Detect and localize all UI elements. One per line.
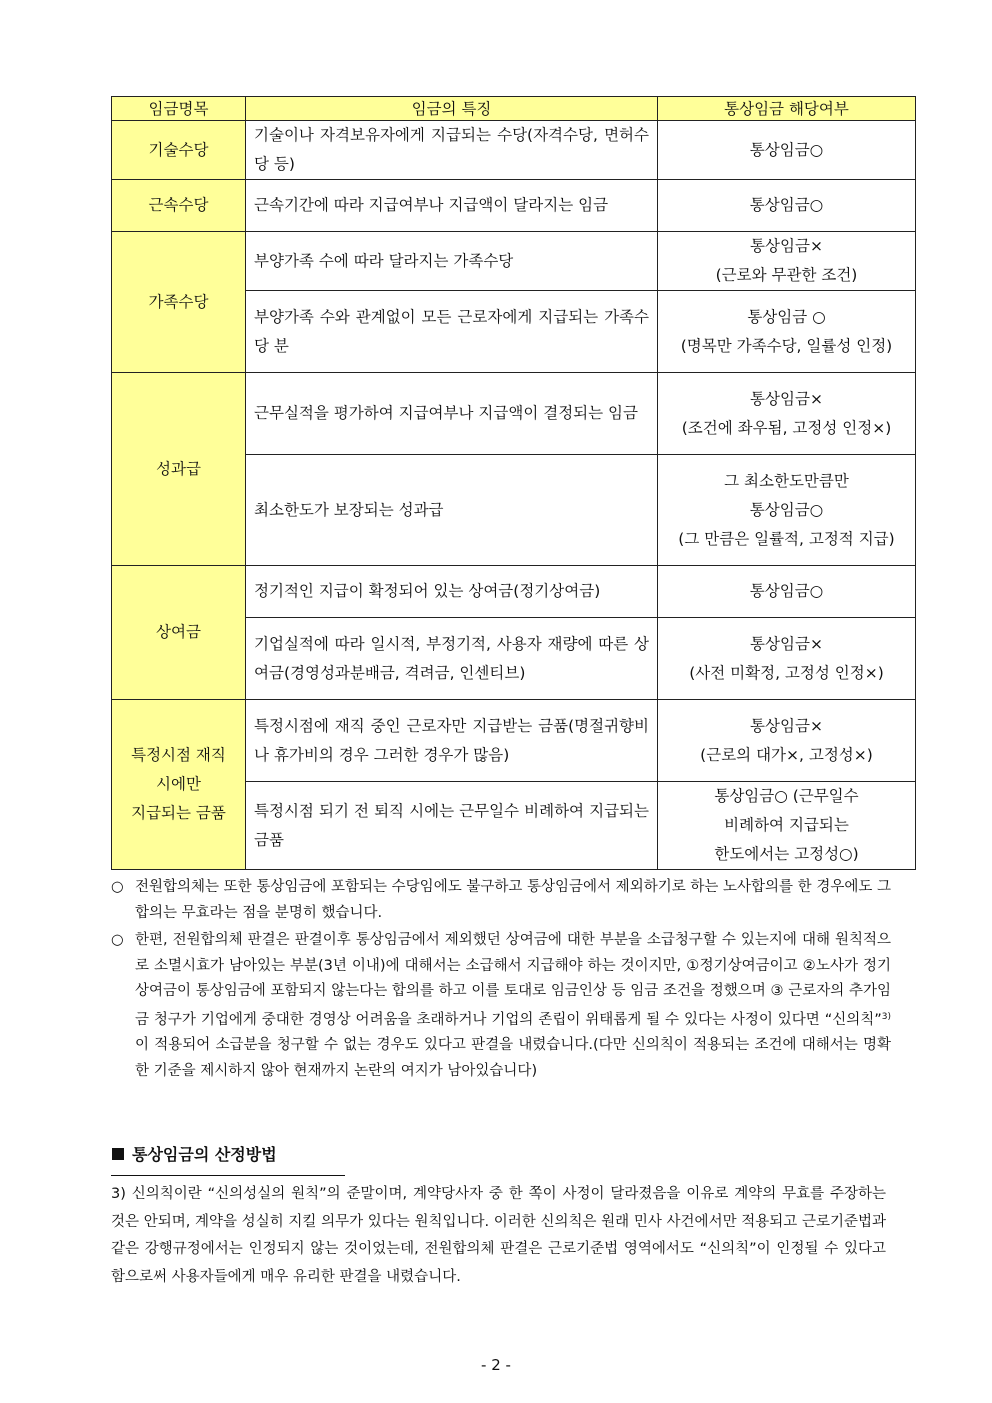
wage-item-name: 가족수당 [112,232,246,373]
bullet-circle-icon: ○ [111,879,124,895]
section-title: 통상임금의 산정방법 [132,1145,277,1164]
wage-feature: 근무실적을 평가하여 지급여부나 지급액이 결정되는 임금 [246,373,658,455]
bullet-circle-icon: ○ [111,932,124,948]
wage-feature: 부양가족 수에 따라 달라지는 가족수당 [246,232,658,291]
page-number: - 2 - [481,1356,511,1374]
bullet-text: 전원합의체는 또한 통상임금에 포함되는 수당임에도 불구하고 통상임금에서 제외하기로 하는 노사합의를 한 경우에도 그 합의는 무효라는 점을 분명히 했습니다. [135,879,891,921]
wage-table [111,96,916,870]
bullet-text-part: 이 적용되어 소급분을 청구할 수 없는 경우도 있다고 판결을 내렸습니다.(다만 신의칙이 적용되는 조건에 대해서는 명확한 기준을 제시하지 않아 현재까지 논란의 여지가 남아있습니다) [135,1037,891,1079]
wage-item-name: 근속수당 [112,180,246,232]
ordinary-wage-result: 통상임금○ [658,121,916,180]
ordinary-wage-result: 그 최소한도만큼만 통상임금○ (그 만큼은 일률적, 고정적 지급) [658,455,916,566]
table-row [112,232,916,291]
footnote: 3) 신의칙이란 “신의성실의 원칙”의 준말이며, 계약당사자 중 한 쪽이 사정이 달라졌음을 이유로 계약의 무효를 주장하는 것은 안되며, 계약을 성실히 지킬 의무가 있다는 원칙입니다. 이러한 신의칙은 원래 민사 사건에서만 적용되고 근로기준법과 같은 강행규정에서는 인정되지 않는 것이었는데, 전원합의체 판결은 근로기준법 영역에서도 “신의칙”이 인정될 수 있다고 함으로써 사용자들에게 매우 유리한 판결을 내렸습니다. [111,1186,886,1285]
header-wage-item: 임금명목 [112,97,246,121]
wage-feature: 기술이나 자격보유자에게 지급되는 수당(자격수당, 면허수당 등) [246,121,658,180]
ordinary-wage-result: 통상임금× (근로와 무관한 조건) [658,232,916,291]
wage-item-name: 특정시점 재직 시에만 지급되는 금품 [112,700,246,870]
wage-item-name: 기술수당 [112,121,246,180]
footnote-divider [111,1175,345,1176]
table-row [112,180,916,232]
bullet-text-part: 한편, 전원합의체 판결은 판결이후 통상임금에서 제외했던 상여금에 대한 부분을 소급청구할 수 있는지에 대해 원칙적으로 소멸시효가 남아있는 부분(3년 이내)에 대해서는 소급해서 지급해야 하는 것이지만, ①정기상여금이고 ②노사가 정기상여금이 통상임금에 포함되지 않는다는 합의를 하고 이를 토대로 임금인상 등 임금 조건을 정했으며 ③ 근로자의 추가임금 청구가 기업에게 중대한 경영상 어려움을 초래하거나 기업의 존립이 위태롭게 될 수 있다는 사정이 있다면 “신의칙” [135,932,891,1028]
footnote-ref[interactable]: 3) [881,1011,891,1022]
black-square-icon [112,1148,124,1160]
table-row [112,121,916,180]
ordinary-wage-result: 통상임금× (사전 미확정, 고정성 인정×) [658,618,916,700]
ordinary-wage-result: 통상임금× (근로의 대가×, 고정성×) [658,700,916,782]
bullet-text [135,928,891,1084]
header-wage-feature: 임금의 특징 [246,97,658,121]
ordinary-wage-result: 통상임금○ (근무일수 비례하여 지급되는 한도에서는 고정성○) [658,782,916,870]
ordinary-wage-result: 통상임금○ [658,566,916,618]
wage-item-name: 상여금 [112,566,246,700]
section-heading [112,1142,277,1165]
bullet-paragraph [111,928,891,1084]
wage-item-name: 성과급 [112,373,246,566]
wage-feature: 특정시점 되기 전 퇴직 시에는 근무일수 비례하여 지급되는 금품 [246,782,658,870]
ordinary-wage-result: 통상임금○ [658,180,916,232]
table-row [112,566,916,618]
table-row [112,700,916,782]
wage-feature: 최소한도가 보장되는 성과급 [246,455,658,566]
bullet-paragraph [111,875,891,926]
wage-feature: 특정시점에 재직 중인 근로자만 지급받는 금품(명절귀향비나 휴가비의 경우 그러한 경우가 많음) [246,700,658,782]
ordinary-wage-result: 통상임금 ○ (명목만 가족수당, 일률성 인정) [658,291,916,373]
header-ordinary-wage: 통상임금 해당여부 [658,97,916,121]
wage-feature: 부양가족 수와 관계없이 모든 근로자에게 지급되는 가족수당 분 [246,291,658,373]
table-header-row [112,97,916,121]
wage-feature: 정기적인 지급이 확정되어 있는 상여금(정기상여금) [246,566,658,618]
wage-feature: 기업실적에 따라 일시적, 부정기적, 사용자 재량에 따른 상여금(경영성과분배금, 격려금, 인센티브) [246,618,658,700]
ordinary-wage-result: 통상임금× (조건에 좌우됨, 고정성 인정×) [658,373,916,455]
table-row [112,373,916,455]
wage-feature: 근속기간에 따라 지급여부나 지급액이 달라지는 임금 [246,180,658,232]
